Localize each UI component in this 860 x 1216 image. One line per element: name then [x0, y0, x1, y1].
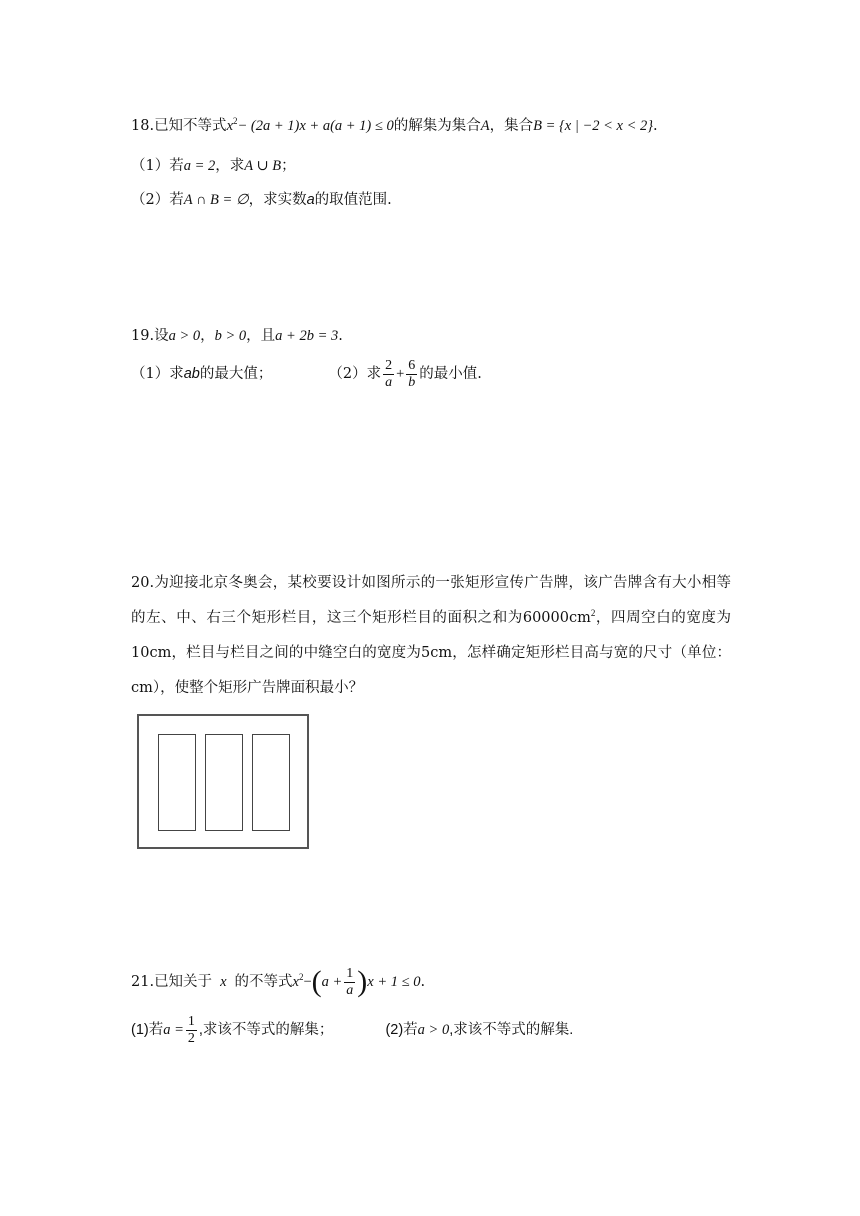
q21-part2-label: (2)若	[385, 1022, 418, 1038]
q19-part1-end: 的最大值；	[199, 366, 273, 382]
q18-comma: ，集合	[489, 118, 534, 134]
q21-var-x: x	[220, 974, 227, 990]
q19-number: 19.	[131, 328, 155, 344]
q19-period: .	[338, 328, 343, 344]
q21-stem-mid: 的不等式	[234, 974, 293, 990]
q21-exp: 2	[298, 972, 304, 982]
left-column-rect	[158, 734, 196, 831]
q18-part2-var: a	[306, 192, 315, 208]
q21-part2-end: ,求该不等式的解集.	[449, 1022, 574, 1038]
q20-text-a: 20.为迎接北京冬奥会，某校要设计如图所示的一张矩形宣传广告牌，该广告牌含有大小相等的左、中、右三个矩形栏目，这三个矩形栏目的面积之和为60000cm	[131, 575, 731, 626]
q21-part1-var: a =	[163, 1022, 184, 1038]
q18-part1	[131, 156, 296, 176]
right-column-rect	[252, 734, 290, 831]
q21-part1-frac: $\frac{1}{2}$	[187, 1013, 195, 1046]
middle-column-rect	[205, 734, 243, 831]
q18-part2-ask: ，求实数	[248, 192, 307, 208]
q19-part2-label: （2）求	[328, 366, 382, 382]
q21-number: 21.	[131, 974, 155, 990]
q18-part1-end: ；	[281, 158, 296, 174]
q19-frac1: $\frac{2}{a}$	[385, 357, 393, 390]
q18-stem-mid: 的解集为集合	[393, 118, 481, 134]
q21-lparen: (	[311, 965, 322, 998]
q21-inner: a +	[321, 974, 343, 990]
q18-part2	[131, 190, 392, 210]
q19-cond1: a > 0	[168, 328, 201, 344]
q19-stem-pre: 设	[154, 328, 169, 344]
q18-part1-cond: a = 2	[183, 158, 216, 174]
q21-frac: $\frac{1}{a}$	[346, 965, 354, 998]
q18-exp: 2	[233, 116, 238, 126]
q18-stem	[131, 116, 658, 136]
q19-frac2: $\frac{6}{b}$	[408, 357, 416, 390]
q18-period: .	[653, 118, 658, 134]
q20-text-sup: 2	[590, 608, 596, 618]
q18-part2-end: 的取值范围.	[314, 192, 392, 208]
q19-cond3: a + 2b = 3	[275, 328, 339, 344]
q19-cond2: b > 0	[214, 328, 247, 344]
q21-part1-end: ,求该不等式的解集；	[198, 1022, 334, 1038]
q19-plus: +	[396, 366, 405, 382]
q19-part2-end: 的最小值.	[419, 366, 482, 382]
q19-sep1: ，	[200, 328, 215, 344]
q18-part2-label: （2）若	[131, 192, 184, 208]
q18-set-b: B = {x | −2 < x < 2}	[533, 118, 654, 134]
q21-part1-label: (1)若	[131, 1022, 164, 1038]
q19-part1-var: ab	[183, 366, 200, 382]
q18-part2-cond: A ∩ B = ∅	[183, 192, 249, 208]
q21-stem-pre: 已知关于	[154, 974, 213, 990]
q21-part2-cond: a > 0	[417, 1022, 450, 1038]
q20-text-b: ，四周空白的宽度为10cm，栏目与栏目之间的中缝空白的宽度为5cm，怎样确定矩形栏目高与宽的尺寸（单位：cm），使整个矩形广告牌面积最小？	[131, 610, 732, 696]
q18-part1-ask: ，求	[215, 158, 245, 174]
q21-tail: x + 1 ≤ 0	[367, 974, 421, 990]
q18-part1-label: （1）若	[131, 158, 184, 174]
q18-inequality-tail: − (2a + 1)x + a(a + 1) ≤ 0	[237, 118, 394, 134]
q18-stem-pre: 已知不等式	[154, 118, 227, 134]
q21-parts	[131, 1010, 573, 1050]
q19-part1-label: （1）求	[131, 366, 184, 382]
q18-part1-expr: A ∪ B	[244, 158, 282, 174]
q21-stem	[131, 962, 425, 1002]
q18-number: 18.	[131, 118, 155, 134]
q20-text	[131, 566, 731, 706]
q18-set-a: A	[480, 118, 490, 134]
q21-x: x	[292, 974, 299, 990]
q19-parts	[131, 356, 482, 392]
q21-period: .	[420, 974, 426, 990]
q18-x: x	[226, 118, 233, 134]
q21-minus: −	[303, 974, 312, 990]
q19-stem	[131, 326, 343, 346]
q21-rparen: )	[357, 965, 368, 998]
q19-sep2: ，且	[246, 328, 276, 344]
